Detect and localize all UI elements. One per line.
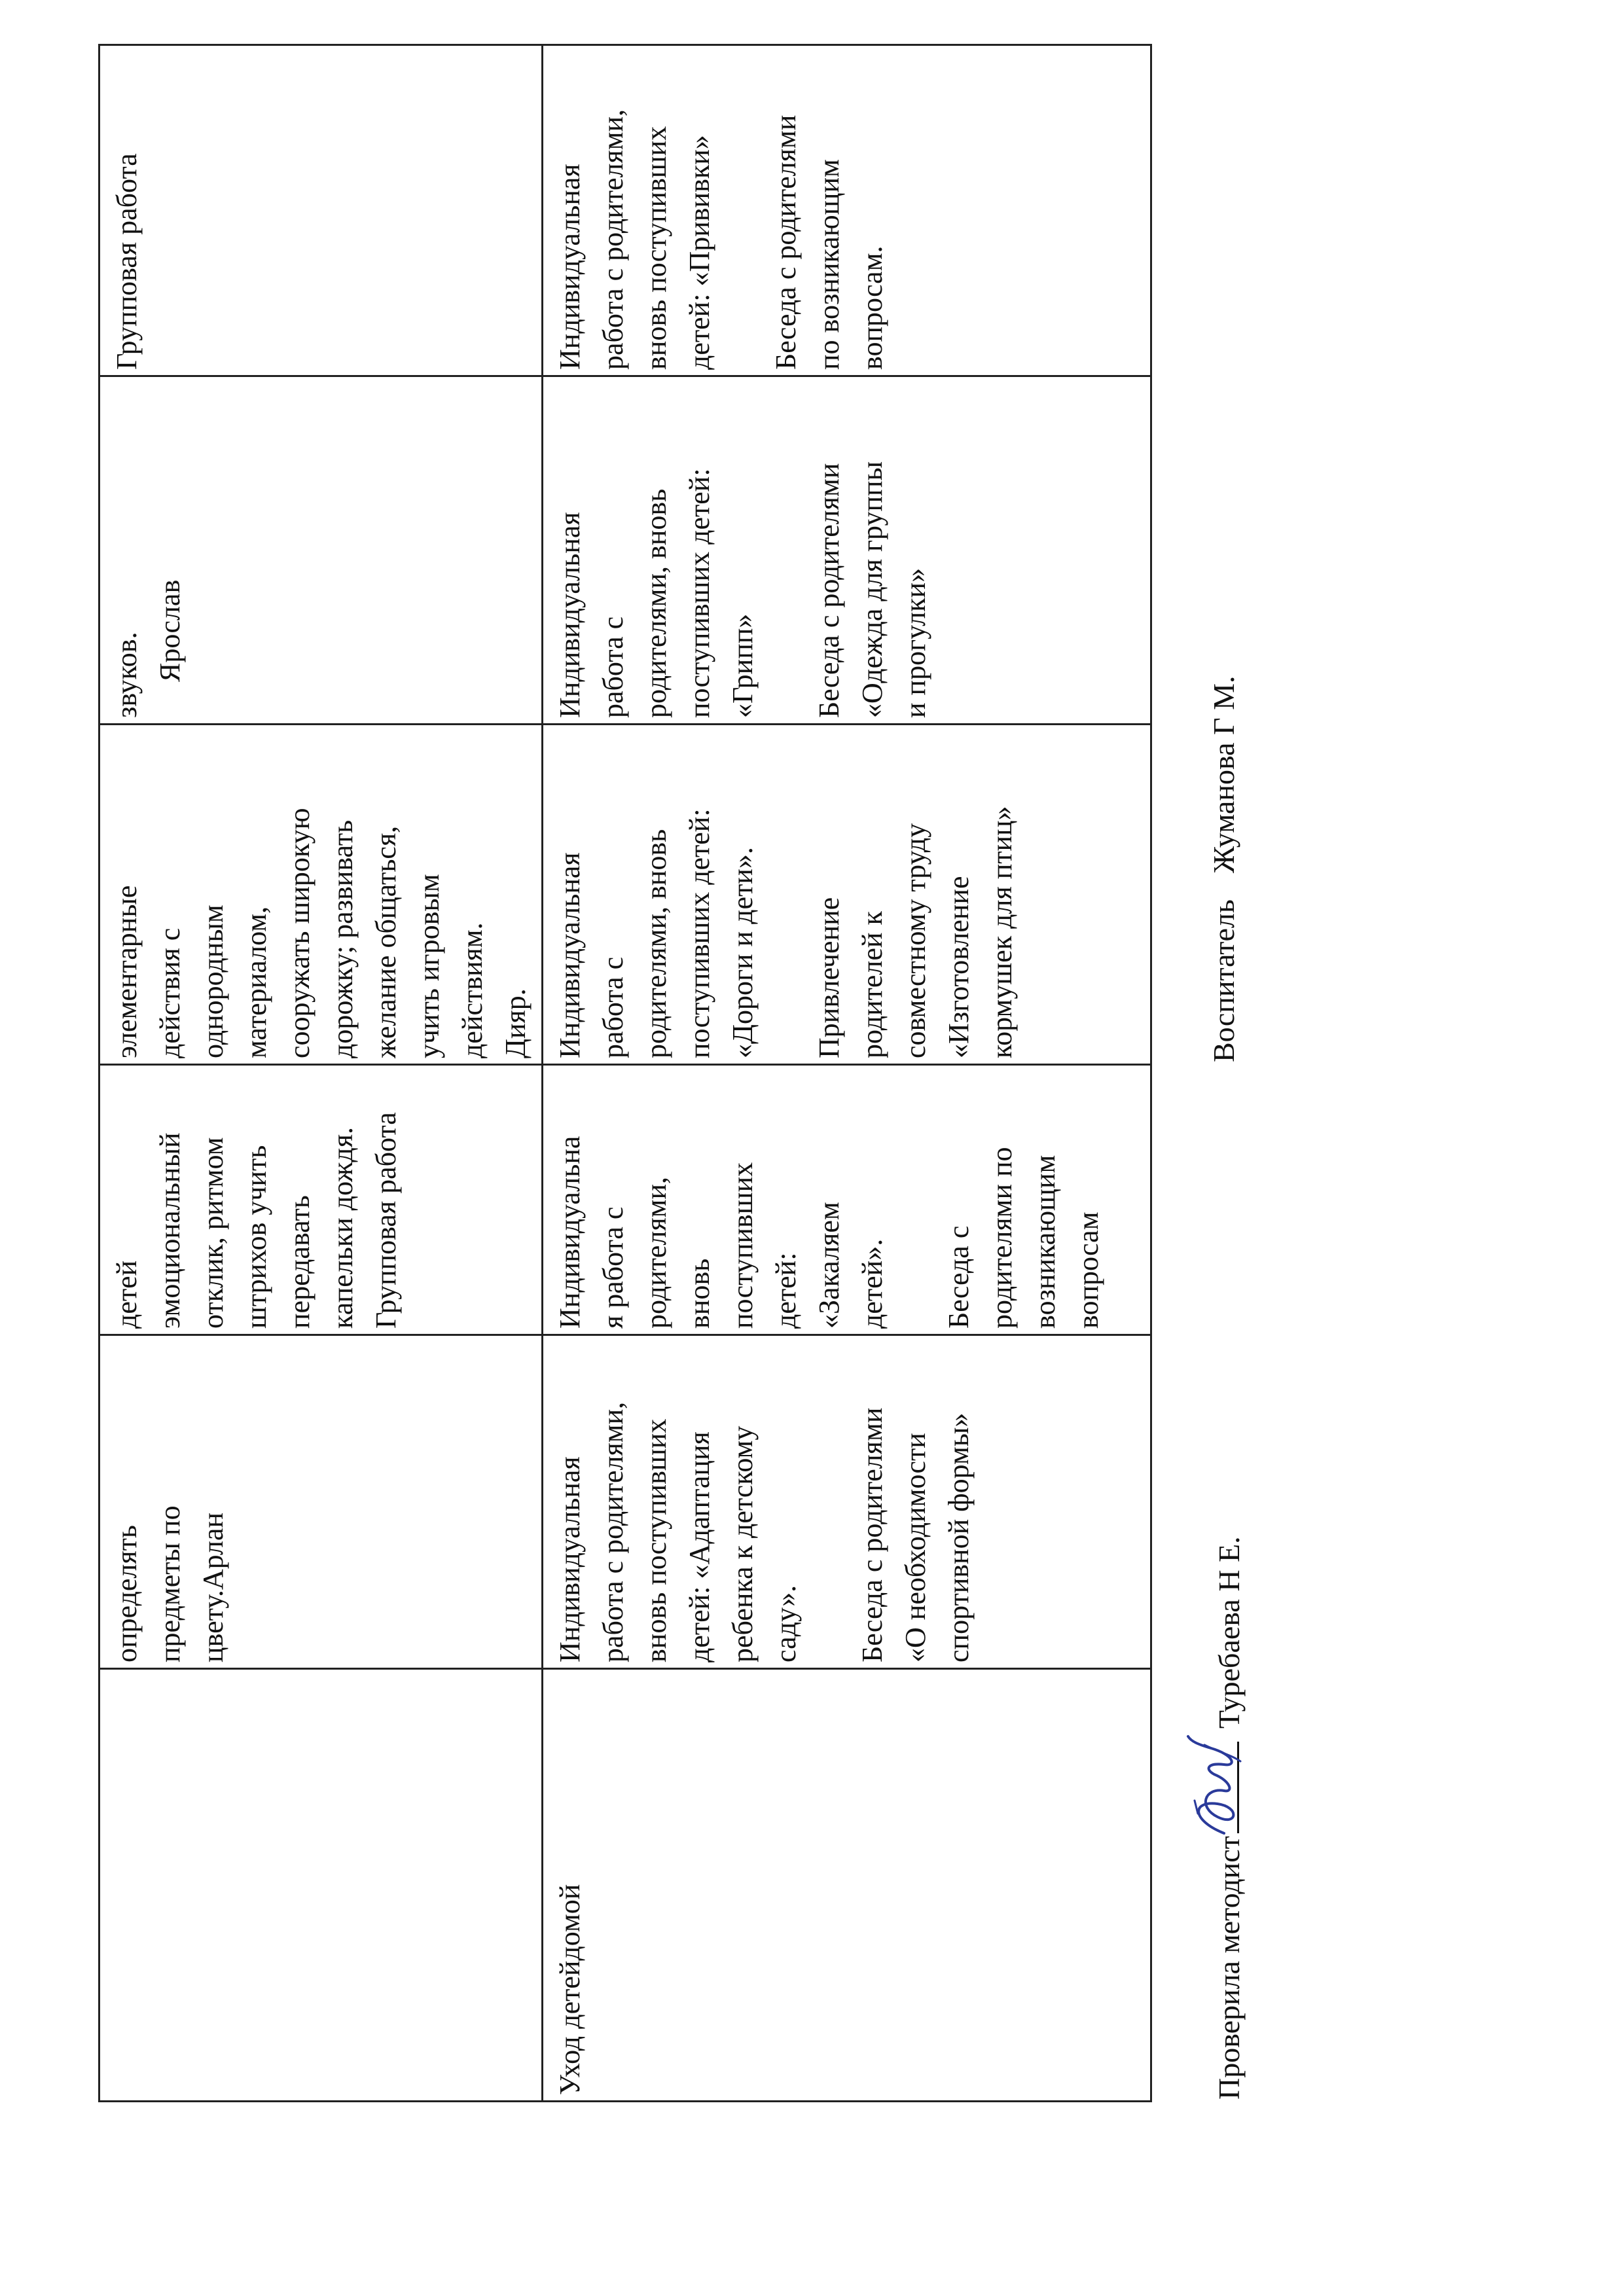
table-cell: Индивидуальная работа с родителями, вновь поступивших детей: «Грипп» Беседа с родителями «Одежда для группы и прогулки» (543, 376, 1151, 725)
table-row (543, 45, 1151, 2102)
table-cell: элементарные действия с однородным материалом, сооружать широкую дорожку; развивать желание общаться, учить игровым действиям. Дияр. (99, 725, 543, 1065)
table-cell: Групповая работа (99, 45, 543, 376)
methodist-signoff (1204, 1536, 1249, 2100)
table-cell: Индивидуальна я работа с родителями, вновь поступивших детей: «Закаляем детей». Беседа с родителями по возникающим вопросам (543, 1065, 1151, 1335)
table-cell: Индивидуальная работа с родителями, вновь поступивших детей: «Дороги и дети». Привлечение родителей к совместному труду «Изготовление кормушек для птиц» (543, 725, 1151, 1065)
table-cell: Индивидуальная работа с родителями, вновь поступивших детей: «Прививки» Беседа с родителями по возникающим вопросам. (543, 45, 1151, 376)
signature-footer (1152, 71, 1283, 2100)
teacher-label: Воспитатель (1207, 899, 1240, 1062)
teacher-name: Жуманова Г М. (1207, 675, 1240, 874)
table-cell: звуков. Ярослав (99, 376, 543, 725)
handwritten-signature (1178, 1729, 1250, 1840)
methodist-label: Проверила методист (1212, 1836, 1246, 2100)
table-cell (99, 1669, 543, 2102)
table-cell-row-header: Уход детейдомой (543, 1669, 1151, 2102)
table-cell: Индивидуальная работа с родителями, вновь поступивших детей: «Адаптация ребенка к детскому саду». Беседа с родителями «О необходимости спортивной формы» (543, 1335, 1151, 1669)
plan-table (98, 44, 1152, 2102)
table-row (99, 45, 543, 2102)
teacher-signoff (1204, 675, 1244, 1062)
table-cell: определять предметы по цвету.Арлан (99, 1335, 543, 1669)
table-cell: детей эмоциональный отклик, ритмом штрихов учить передавать капельки дождя. Групповая работа (99, 1065, 543, 1335)
methodist-name: Туребаева Н Е. (1212, 1536, 1246, 1729)
signature-line (1204, 1742, 1239, 1833)
